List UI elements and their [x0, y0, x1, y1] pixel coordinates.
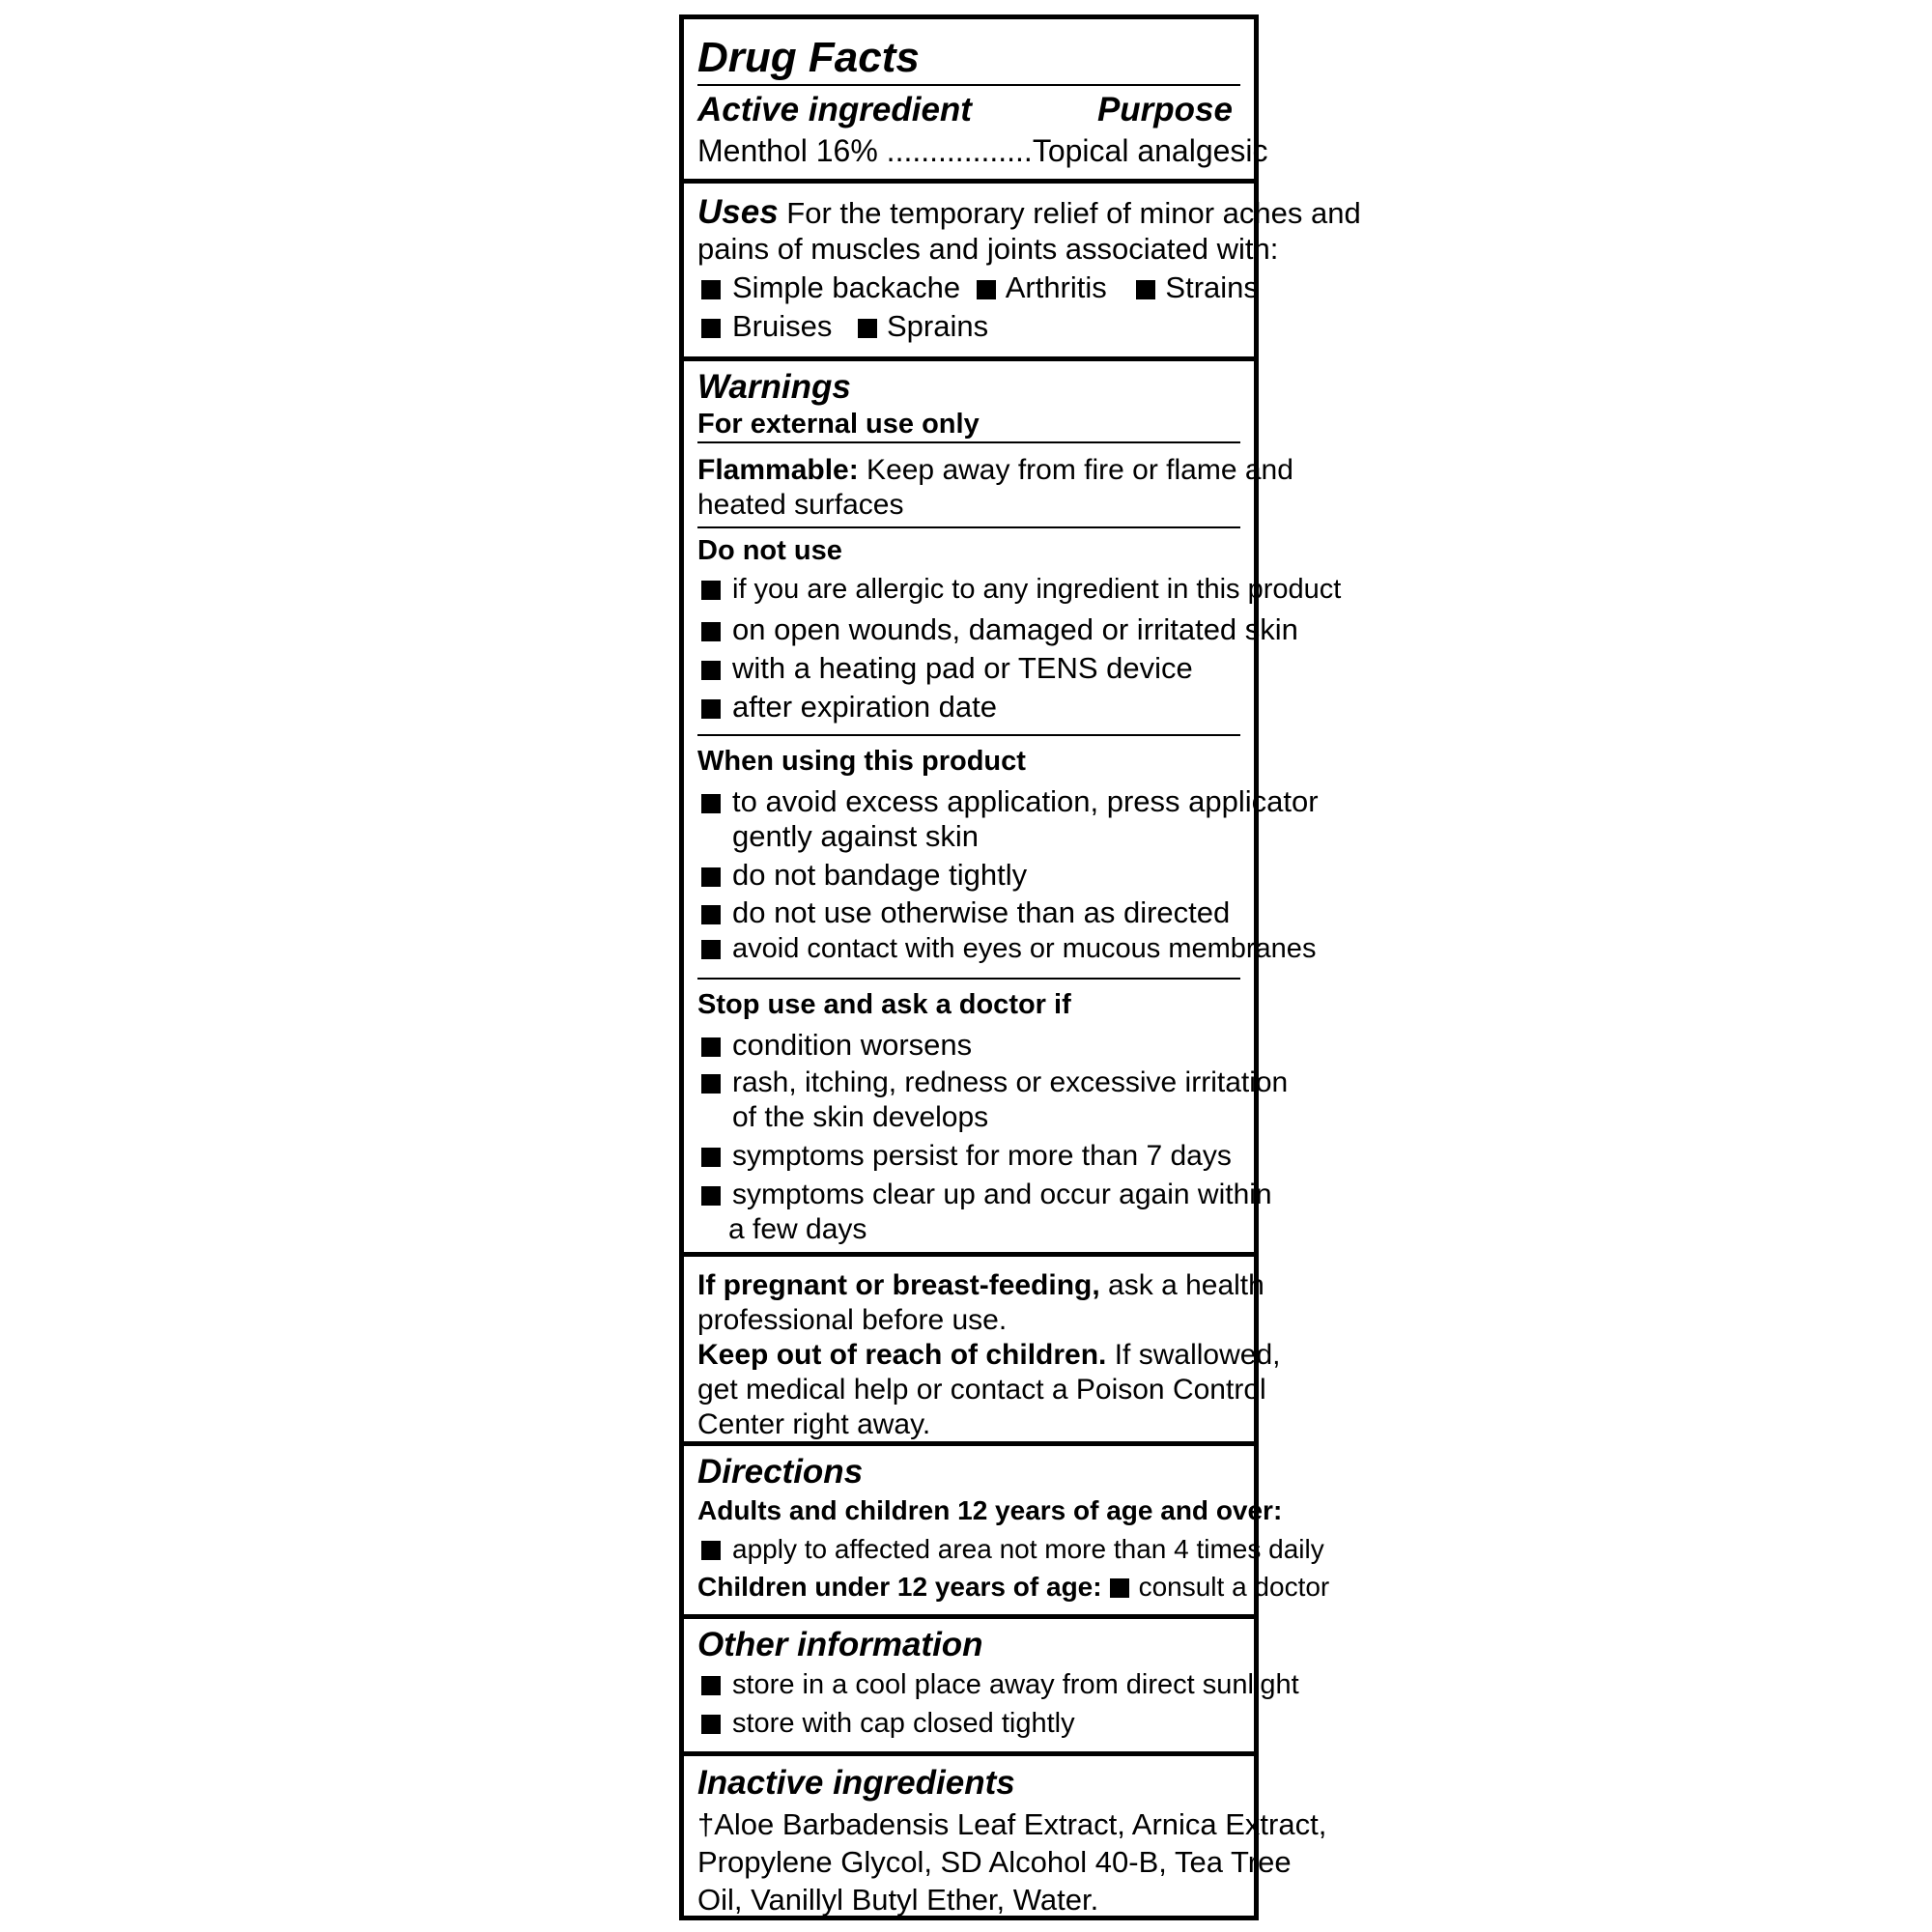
- leader-dots: .................: [877, 133, 1033, 168]
- when-using-item: [701, 860, 1027, 890]
- bullet-icon: [701, 905, 721, 924]
- stop-use-item-continued: a few days: [728, 1213, 867, 1245]
- section-divider: [684, 179, 1254, 184]
- active-ingredient-name: Menthol 16%: [697, 133, 878, 168]
- stop-use-item-text: condition worsens: [732, 1028, 973, 1062]
- active-ingredient-purpose: Topical analgesic: [1032, 133, 1268, 168]
- children-item: consult a doctor: [1138, 1572, 1330, 1602]
- pregnant-label: If pregnant or breast-feeding,: [697, 1269, 1100, 1301]
- uses-items-row-1: [701, 272, 1259, 302]
- flammable-text-1: Keep away from fire or flame and: [858, 454, 1293, 486]
- other-information-heading: Other information: [697, 1626, 983, 1663]
- when-using-item-text: do not bandage tightly: [732, 858, 1028, 892]
- inactive-ingredients-line-1: †Aloe Barbadensis Leaf Extract, Arnica Extract,: [697, 1807, 1327, 1841]
- flammable-label: Flammable:: [697, 454, 859, 486]
- keep-out-text-3: Center right away.: [697, 1408, 931, 1440]
- stop-use-item-text: symptoms clear up and occur again within: [732, 1179, 1272, 1210]
- section-divider: [684, 356, 1254, 361]
- uses-text-1: For the temporary relief of minor aches and: [778, 196, 1361, 230]
- do-not-use-item-text: after expiration date: [732, 690, 998, 724]
- uses-item: Simple backache: [732, 270, 961, 304]
- do-not-use-item: [701, 614, 1298, 644]
- bullet-icon: [701, 1186, 721, 1206]
- flammable-text-2: heated surfaces: [697, 489, 904, 521]
- inactive-ingredients-heading: Inactive ingredients: [697, 1764, 1015, 1802]
- stop-use-item: [701, 1180, 1272, 1209]
- bullet-icon: [701, 661, 721, 680]
- bullet-icon: [701, 581, 721, 600]
- children-label: Children under 12 years of age:: [697, 1572, 1102, 1602]
- stop-use-item: [701, 1030, 972, 1060]
- stop-use-heading: Stop use and ask a doctor if: [697, 989, 1071, 1020]
- keep-out-text-2: get medical help or contact a Poison Control: [697, 1374, 1266, 1406]
- subsection-divider: [697, 978, 1240, 980]
- bullet-icon: [977, 280, 996, 299]
- when-using-item: [701, 786, 1319, 816]
- uses-item: Strains: [1165, 270, 1259, 304]
- bullet-icon: [701, 794, 721, 813]
- uses-heading: Uses: [697, 193, 779, 231]
- subsection-divider: [697, 734, 1240, 736]
- subsection-divider: [697, 441, 1240, 443]
- stop-use-item: [701, 1068, 1288, 1097]
- uses-item: Bruises: [732, 309, 833, 343]
- directions-adults: Adults and children 12 years of age and over:: [697, 1495, 1283, 1525]
- drug-facts-title: Drug Facts: [697, 34, 920, 81]
- pregnant-text-1: ask a health: [1099, 1269, 1264, 1301]
- directions-adults-item: [701, 1536, 1324, 1563]
- when-using-item-text: to avoid excess application, press applicator: [732, 784, 1319, 818]
- active-ingredient-line: [697, 135, 1268, 166]
- inactive-ingredients-line-3: Oil, Vanillyl Butyl Ether, Water.: [697, 1883, 1099, 1917]
- flammable-line-1: [697, 456, 1293, 485]
- bullet-icon: [701, 1037, 721, 1057]
- bullet-icon: [701, 699, 721, 719]
- stop-use-item: [701, 1142, 1232, 1171]
- do-not-use-item-text: on open wounds, damaged or irritated skin: [732, 612, 1298, 646]
- section-divider: [684, 1441, 1254, 1446]
- stop-use-item-text: symptoms persist for more than 7 days: [732, 1140, 1232, 1172]
- bullet-icon: [1136, 280, 1155, 299]
- warnings-heading: Warnings: [697, 368, 851, 406]
- do-not-use-heading: Do not use: [697, 535, 842, 566]
- bullet-icon: [701, 1148, 721, 1167]
- active-ingredient-heading: Active ingredient: [697, 91, 972, 128]
- bullet-icon: [701, 319, 721, 338]
- bullet-icon: [701, 1715, 721, 1734]
- bullet-icon: [701, 1074, 721, 1094]
- title-divider: [697, 84, 1240, 86]
- bullet-icon: [701, 867, 721, 887]
- inactive-ingredients-line-2: Propylene Glycol, SD Alcohol 40-B, Tea Tree: [697, 1845, 1292, 1879]
- uses-items-row-2: [701, 311, 988, 341]
- directions-children: [697, 1574, 1329, 1601]
- section-divider: [684, 1751, 1254, 1756]
- section-divider: [684, 1614, 1254, 1619]
- directions-adults-item-text: apply to affected area not more than 4 times daily: [732, 1534, 1324, 1564]
- when-using-item-text: do not use otherwise than as directed: [732, 895, 1231, 929]
- bullet-icon: [701, 280, 721, 299]
- pregnant-text-2: professional before use.: [697, 1304, 1008, 1336]
- bullet-icon: [701, 1676, 721, 1695]
- do-not-use-item: [701, 692, 997, 722]
- uses-item: Arthritis: [1005, 270, 1107, 304]
- bullet-icon: [1110, 1578, 1129, 1598]
- stop-use-item-text: rash, itching, redness or excessive irritation: [732, 1066, 1289, 1098]
- uses-item: Sprains: [887, 309, 989, 343]
- pregnant-line-1: [697, 1271, 1264, 1300]
- when-using-item-continued: gently against skin: [732, 819, 980, 853]
- other-information-item-text: store in a cool place away from direct sunlight: [732, 1669, 1299, 1700]
- uses-line-1: [697, 195, 1361, 229]
- do-not-use-item-text: if you are allergic to any ingredient in this product: [732, 574, 1342, 605]
- bullet-icon: [701, 1541, 721, 1560]
- do-not-use-item: [701, 576, 1341, 604]
- directions-heading: Directions: [697, 1453, 864, 1491]
- when-using-item: [701, 935, 1316, 963]
- bullet-icon: [701, 622, 721, 641]
- do-not-use-item-text: with a heating pad or TENS device: [732, 651, 1193, 685]
- when-using-item-text: avoid contact with eyes or mucous membranes: [732, 933, 1317, 964]
- other-information-item: [701, 1671, 1299, 1699]
- other-information-item: [701, 1710, 1075, 1738]
- subsection-divider: [697, 526, 1240, 528]
- when-using-item: [701, 897, 1230, 927]
- uses-text-2: pains of muscles and joints associated with:: [697, 232, 1279, 266]
- bullet-icon: [701, 940, 721, 959]
- external-use-only: For external use only: [697, 409, 980, 440]
- keep-out-text-1: If swallowed,: [1106, 1339, 1281, 1371]
- bullet-icon: [858, 319, 877, 338]
- keep-out-label: Keep out of reach of children.: [697, 1339, 1107, 1371]
- keep-out-line-1: [697, 1341, 1280, 1370]
- do-not-use-item: [701, 653, 1193, 683]
- stop-use-item-continued: of the skin develops: [732, 1101, 989, 1133]
- drug-facts-panel: [679, 14, 1361, 1920]
- section-divider: [684, 1252, 1254, 1257]
- purpose-heading: Purpose: [1096, 91, 1233, 128]
- when-using-heading: When using this product: [697, 746, 1026, 777]
- other-information-item-text: store with cap closed tightly: [732, 1708, 1075, 1739]
